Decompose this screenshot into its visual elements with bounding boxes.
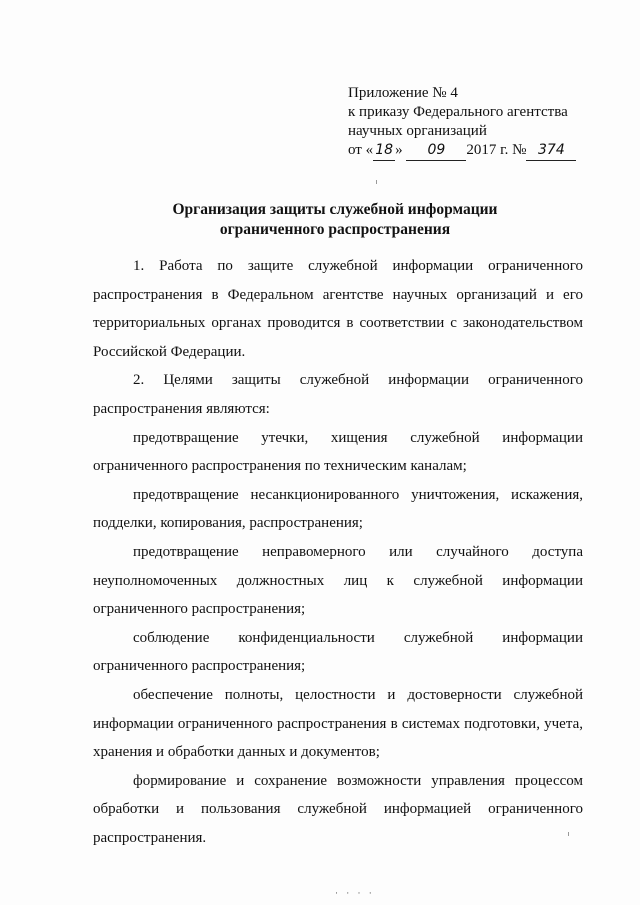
appendix-number: Приложение № 4	[348, 85, 458, 101]
paragraph-3: предотвращение утечки, хищения служебной информации ограниченного распространения по техническим каналам;	[93, 429, 583, 475]
title-line-1: Организация защиты служебной информации	[172, 201, 498, 218]
handwritten-day: 18	[373, 141, 395, 161]
order-reference: к приказу Федерального агентства	[348, 104, 568, 120]
handwritten-month: 09	[406, 141, 466, 161]
title-line-2: ограниченного распространения	[219, 221, 451, 238]
paragraph-1: 1. Работа по защите служебной информации ограниченного распространения в Федеральном агентстве научных организаций и его территориальных органах проводится в соответствии с законодательством Российской Федерации.	[93, 258, 583, 360]
footer-scan-dots: · · · ·	[335, 888, 375, 898]
date-prefix: от «	[348, 142, 374, 158]
paragraph-6: соблюдение конфиденциальности служебной информации ограниченного распространения;	[93, 629, 583, 675]
paragraph-2: 2. Целями защиты служебной информации ограниченного распространения являются:	[93, 372, 583, 417]
scan-mark	[568, 832, 569, 836]
paragraph-4: предотвращение несанкционированного уничтожения, искажения, подделки, копирования, распространения;	[93, 486, 583, 532]
handwritten-order-number: 374	[526, 141, 576, 161]
order-date-line	[348, 141, 618, 161]
paragraph-7: обеспечение полноты, целостности и достоверности служебной информации ограниченного распространения в системах подготовки, учета, хранения и обработки данных и документов;	[93, 686, 583, 761]
paragraph-5: предотвращение неправомерного или случайного доступа неуполномоченных должностных лиц к служебной информации ограниченного распространения;	[93, 543, 583, 618]
year-text: 2017 г. №	[466, 142, 527, 158]
paragraph-8: формирование и сохранение возможности управления процессом обработки и пользования служебной информацией ограниченного распространения.	[93, 772, 583, 846]
organization-name: научных организаций	[348, 123, 487, 139]
appendix-header	[348, 84, 618, 161]
document-body	[93, 252, 583, 852]
document-title	[90, 200, 580, 240]
date-mid: »	[395, 142, 403, 158]
scan-mark	[376, 180, 377, 184]
